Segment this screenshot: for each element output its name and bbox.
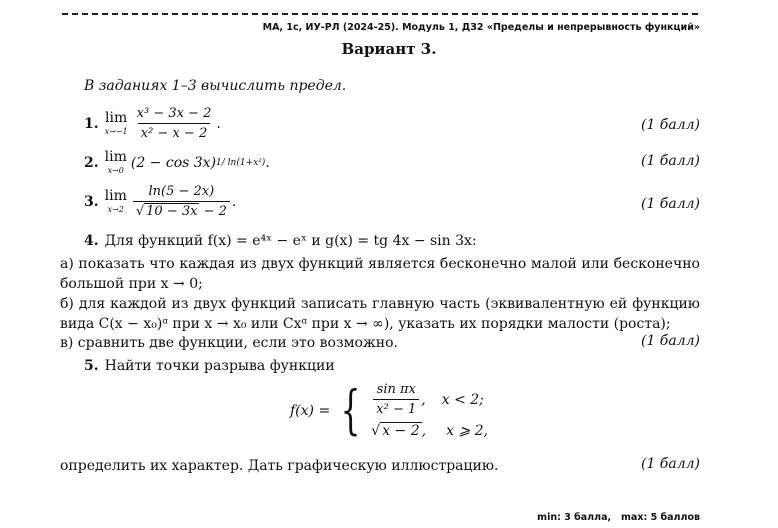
task-number: 3. [84, 193, 99, 210]
task-5-text: Найти точки разрыва функции [104, 358, 335, 374]
task-number: 2. [84, 154, 99, 171]
instruction-text: В заданиях 1–3 вычислить предел. [84, 78, 347, 94]
points-1: (1 балл) [640, 117, 700, 133]
numerator: ln(5 − 2x) [148, 184, 215, 199]
cases [371, 382, 488, 439]
numerator: x³ − 3x − 2 [136, 106, 212, 121]
task-number: 1. [84, 115, 99, 132]
points-2: (1 балл) [640, 153, 700, 169]
tail: . [231, 193, 237, 210]
dashed-cut-line [62, 13, 698, 15]
task-5-after: определить их характер. Дать графическую иллюстрацию. [60, 458, 499, 474]
exponent: 1/ ln(1+x²) [216, 157, 266, 168]
points-4: (1 балл) [640, 333, 700, 349]
task-3 [84, 184, 236, 219]
denominator: √ 10 − 3x − 2 [133, 201, 230, 219]
lim-word: lim [104, 188, 127, 204]
denominator: x² − x − 2 [138, 123, 210, 141]
points-5: (1 балл) [640, 456, 700, 472]
lim-subscript: x→2 [107, 205, 124, 214]
case-2: √ x − 2 , x ⩾ 2, [371, 423, 488, 439]
task-4-text: Для функций f(x) = e⁴ˣ − eˣ и g(x) = tg 4x − sin 3x: [104, 233, 477, 249]
task-number: 4. [84, 233, 99, 249]
tail: . [216, 115, 221, 132]
piecewise-function [290, 382, 488, 439]
denominator: x² − 1 [373, 399, 419, 417]
points-3: (1 балл) [640, 196, 700, 212]
task-4-heading [84, 233, 477, 249]
task-number: 5. [84, 358, 99, 374]
left-brace: { [340, 380, 361, 441]
fraction [134, 106, 215, 141]
limit-operator [105, 189, 127, 214]
function-lhs: f(x) = [290, 402, 331, 419]
numerator: sin πx [376, 382, 416, 397]
lim-subscript: x→−1 [104, 127, 128, 136]
case-2-condition: x ⩾ 2, [446, 423, 488, 439]
score-footer [537, 512, 700, 523]
lim-word: lim [105, 110, 128, 126]
task-4-part-a: а) показать что каждая из двух функций является бесконечно малой или бесконечно большой при x → 0; [60, 256, 700, 292]
denominator-rest: − 2 [199, 204, 227, 219]
fraction [373, 382, 419, 417]
task-5-heading [84, 358, 335, 374]
comma: , [421, 423, 427, 439]
sqrt-radicand: x − 2 [382, 423, 420, 439]
sqrt-radicand: 10 − 3x [146, 204, 198, 219]
course-header: МА, 1с, ИУ-РЛ (2024-25). Модуль 1, ДЗ2 «Пределы и непрерывность функций» [262, 22, 700, 33]
task-2 [84, 150, 270, 175]
task-4-part-b: б) для каждой из двух функций записать главную часть (эквивалентную ей функцию вида C(x − x₀)ᵅ при x → x₀ или Cxᵅ при x → ∞), указать их порядки малости (роста); [60, 296, 700, 332]
min-score: min: 3 балла, [537, 512, 612, 523]
expression: (2 − cos 3x) [130, 154, 217, 171]
task-1 [84, 106, 221, 141]
lim-subscript: x→0 [107, 166, 124, 175]
task-4-part-c: в) сравнить две функции, если это возможно. [60, 335, 399, 351]
case-1-condition: x < 2; [441, 391, 484, 408]
lim-word: lim [104, 149, 127, 165]
max-score: max: 5 баллов [621, 512, 700, 523]
limit-operator [105, 150, 127, 175]
limit-operator [105, 111, 128, 136]
variant-title: Вариант 3. [341, 40, 437, 58]
tail: . [265, 154, 270, 171]
comma: , [421, 391, 426, 408]
case-1 [371, 382, 488, 417]
fraction [133, 184, 230, 219]
